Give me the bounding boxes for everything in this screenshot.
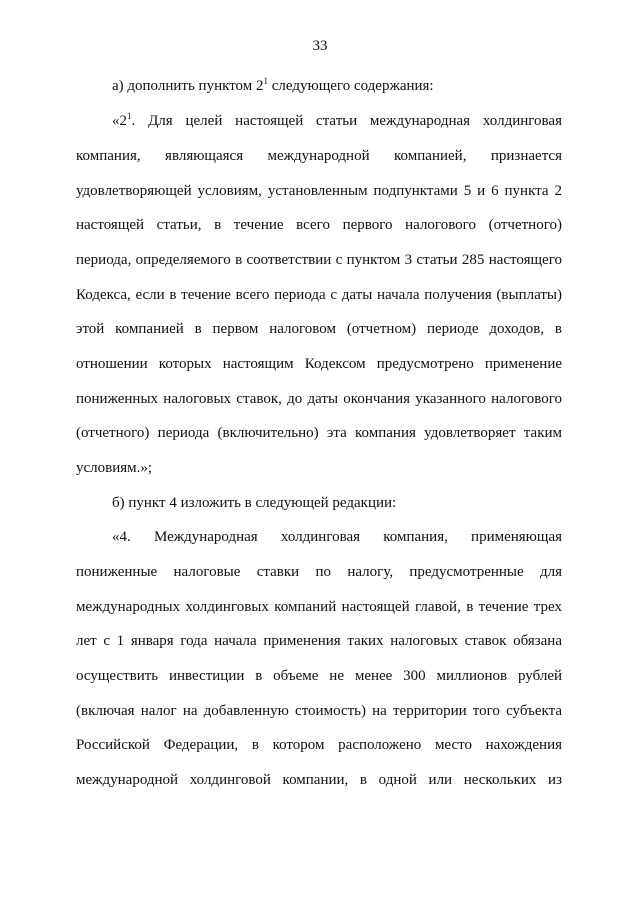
section-a-line-3: удовлетворяющей условиям, установленным подпунктами 5 и 6 пункта 2 xyxy=(76,183,562,199)
section-a-line-4: настоящей статьи, в течение всего первого налогового (отчетного) xyxy=(76,217,562,233)
section-b-line-7: Российской Федерации, в котором расположено место нахождения xyxy=(76,737,562,753)
section-a-line-2: компания, являющаяся международной компанией, признается xyxy=(76,148,562,164)
section-b-line-6: (включая налог на добавленную стоимость) на территории того субъекта xyxy=(76,703,562,719)
section-a-line-6: Кодекса, если в течение всего периода с даты начала получения (выплаты) xyxy=(76,287,562,303)
section-b-line-4: лет с 1 января года начала применения таких налоговых ставок обязана xyxy=(76,633,562,649)
section-a-line-1 xyxy=(112,111,562,131)
section-b-line-3: международных холдинговых компаний настоящей главой, в течение трех xyxy=(76,599,562,615)
section-a-intro-suffix: следующего содержания: xyxy=(268,78,434,94)
section-b-line-8: международной холдинговой компании, в одной или нескольких из xyxy=(76,772,562,788)
section-a-quote-open: «2 xyxy=(112,113,127,129)
section-b-line-2: пониженные налоговые ставки по налогу, предусмотренные для xyxy=(76,564,562,580)
section-a-line-11: условиям.»; xyxy=(76,460,153,476)
section-b-intro: б) пункт 4 изложить в следующей редакции: xyxy=(112,495,397,511)
section-a-intro-prefix: а) дополнить пунктом 2 xyxy=(112,78,264,94)
section-b-line-5: осуществить инвестиции в объеме не менее 300 миллионов рублей xyxy=(76,668,562,684)
section-a-quote-sup: 1 xyxy=(127,111,132,121)
section-a-line-7: этой компанией в первом налоговом (отчетном) периоде доходов, в xyxy=(76,321,562,337)
section-a-line-10: (отчетного) периода (включительно) эта компания удовлетворяет таким xyxy=(76,425,562,441)
section-a-line-9: пониженных налоговых ставок, до даты окончания указанного налогового xyxy=(76,391,562,407)
section-b-line-1: «4. Международная холдинговая компания, применяющая xyxy=(112,529,562,545)
section-a-line-1-text: . Для целей настоящей статьи международная холдинговая xyxy=(131,113,562,129)
section-a-intro-sup: 1 xyxy=(263,76,269,86)
section-a-intro xyxy=(112,76,598,96)
section-a-line-8: отношении которых настоящим Кодексом предусмотрено применение xyxy=(76,356,562,372)
section-a-line-5: периода, определяемого в соответствии с пунктом 3 статьи 285 настоящего xyxy=(76,252,562,268)
page-number: 33 xyxy=(312,38,328,54)
